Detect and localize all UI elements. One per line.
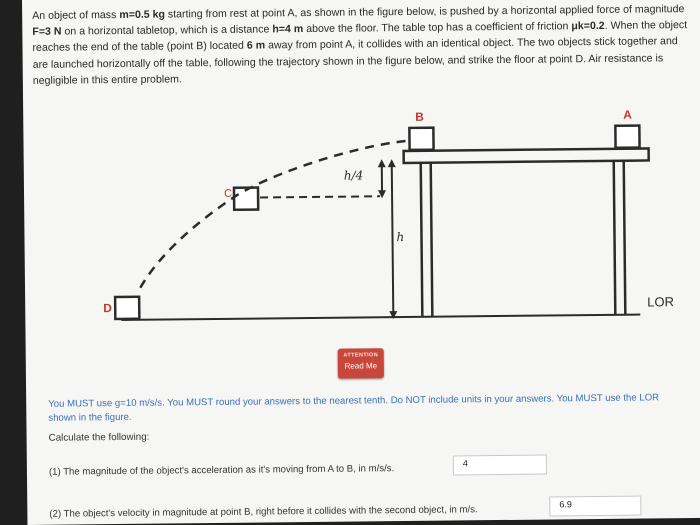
problem-text: on a horizontal tabletop, which is a distance — [61, 23, 273, 38]
block-d — [115, 297, 139, 319]
trajectory-path — [136, 141, 408, 294]
h-arrow — [392, 163, 394, 315]
problem-text: above the floor. The table top has a coefficient of friction — [303, 20, 572, 36]
friction-value: μk=0.2 — [571, 20, 605, 33]
table-leg — [421, 163, 423, 317]
question-1-label: (1) The magnitude of the object's acceleration as it's moving from A to B, in m/s/s. — [48, 463, 395, 478]
calculate-label: Calculate the following: — [48, 431, 150, 444]
label-h4: h/4 — [343, 168, 364, 183]
arrow-head-icon — [378, 159, 386, 167]
badge-bottom-text: Read Me — [344, 361, 378, 371]
table-leg — [614, 161, 616, 315]
badge-top-text: ATTENTION — [343, 352, 379, 359]
mass-value: m=0.5 kg — [119, 8, 166, 21]
arrow-head-icon — [388, 159, 396, 167]
height-value: h=4 m — [272, 23, 304, 36]
floor-line — [121, 315, 640, 320]
block-b — [409, 128, 433, 150]
dashed-level-line — [260, 196, 380, 197]
problem-statement — [32, 1, 693, 89]
question-2-label: (2) The object's velocity in magnitude at point B, right before it collides with the second object, in m/s. — [49, 504, 478, 520]
problem-text: An object of mass — [32, 8, 120, 22]
block-a — [615, 126, 639, 148]
instructions-text: You MUST use g=10 m/s/s. You MUST round your answers to the nearest tenth. Do NOT include units in your answers. You MUST use the LOR shown in the figure. — [48, 392, 660, 424]
label-b: B — [415, 109, 424, 124]
problem-text: . When the object reaches the end of the table (point B) located — [32, 19, 688, 55]
force-value: F=3 N — [32, 25, 62, 39]
label-h: h — [396, 230, 405, 245]
answer-1-field[interactable]: 4 — [453, 455, 547, 476]
attention-badge[interactable] — [338, 348, 384, 378]
distance-value: 6 m — [246, 39, 266, 53]
table-leg — [624, 161, 626, 315]
answer-2-field[interactable]: 6.9 — [549, 496, 641, 517]
label-d: D — [103, 301, 112, 316]
screenshot-page — [22, 0, 700, 525]
table-leg — [431, 163, 433, 317]
label-a: A — [623, 107, 632, 122]
label-c: C — [223, 187, 233, 200]
table-top — [404, 148, 649, 163]
physics-figure — [23, 88, 700, 335]
problem-text: away from point A, it collides with an identical object. The two objects stick together and are launched horizontally off the table, following the trajectory shown in the figure below, and strike the floor at point D. Air resistance is negligible in this entire problem. — [32, 35, 678, 87]
label-lor: LOR — [647, 294, 675, 310]
problem-text: starting from rest at point A, as shown in the figure below, is pushed by a horizontal applied force of magnitude — [164, 3, 685, 21]
